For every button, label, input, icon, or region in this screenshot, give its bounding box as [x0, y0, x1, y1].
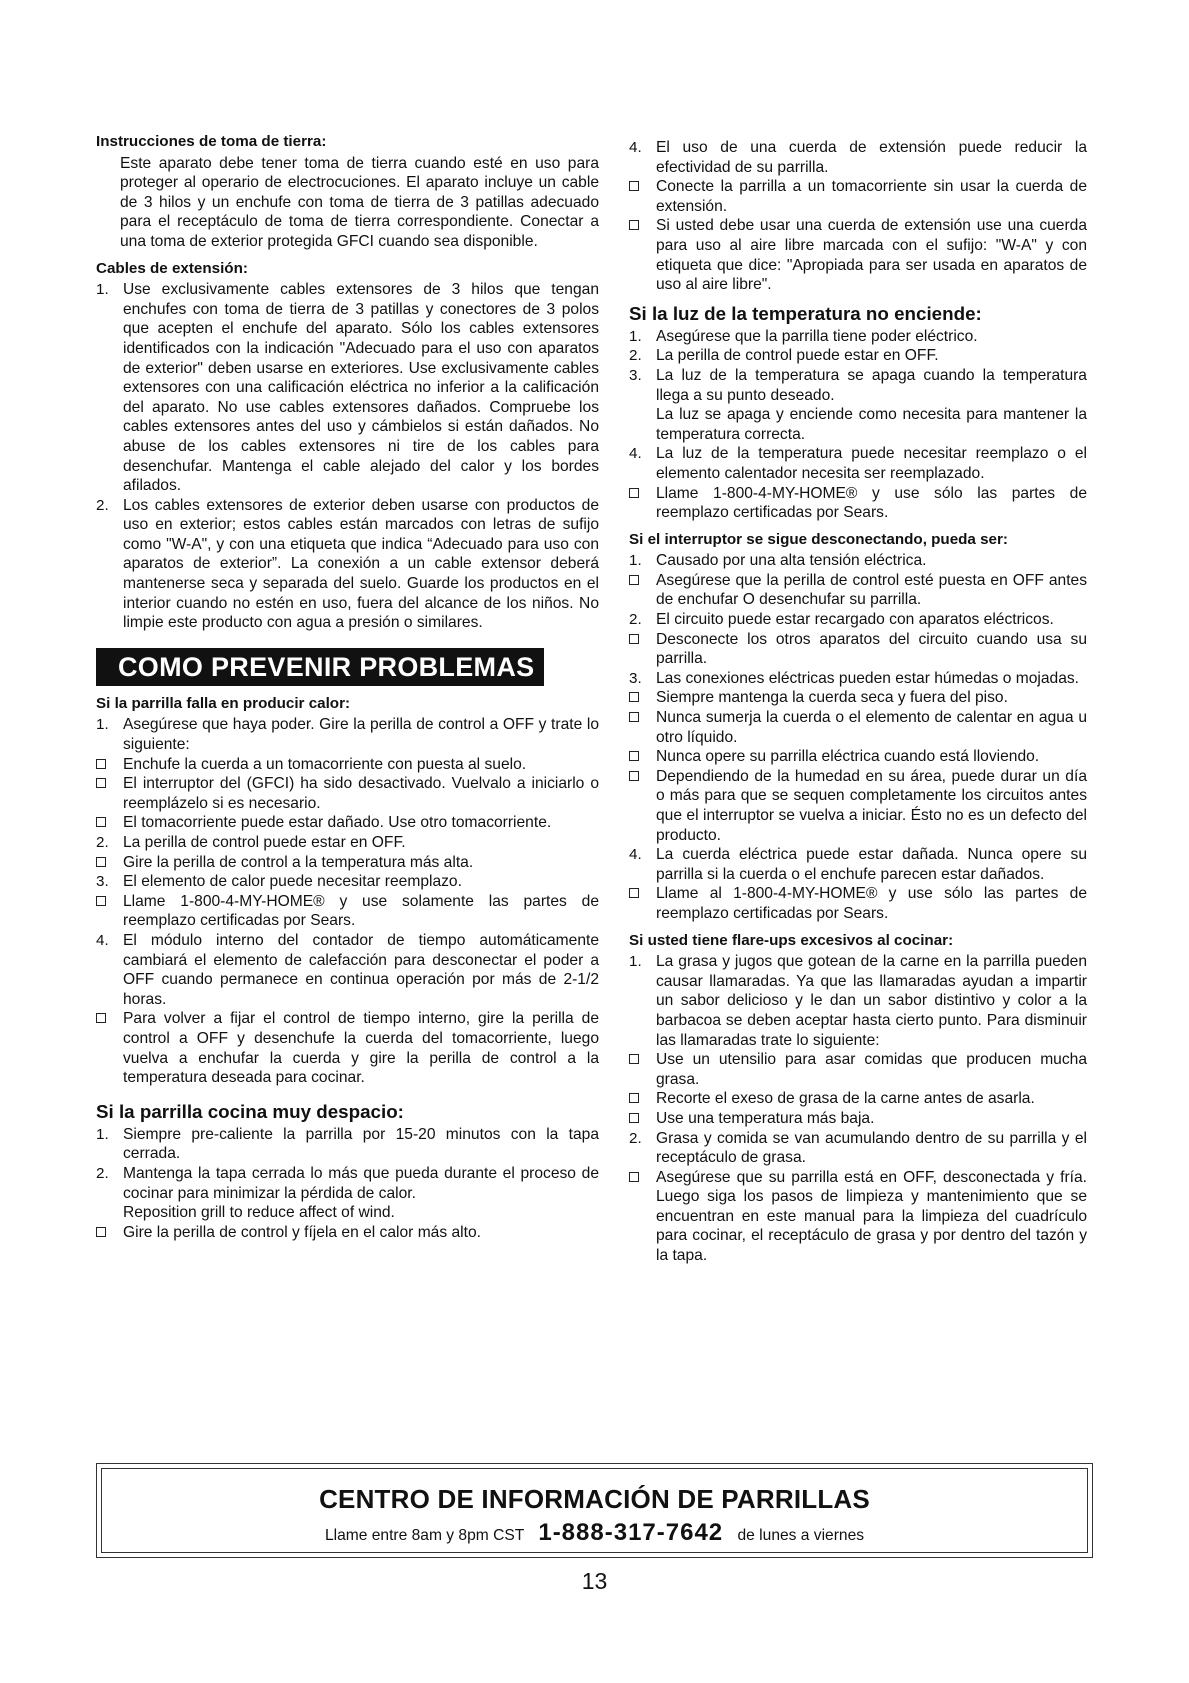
list-item [629, 845, 1087, 884]
no-heat-section [96, 694, 599, 1088]
list-item [629, 630, 1087, 669]
list-item [629, 669, 1087, 689]
list-item [629, 551, 1087, 571]
list-number: 1. [96, 281, 109, 299]
list-number: 3. [96, 873, 109, 891]
list-item [629, 1168, 1087, 1266]
list-number: 3. [629, 366, 642, 384]
list-item-text: Use un utensilio para asar comidas que producen mucha grasa. [656, 1051, 1087, 1088]
list-item [96, 853, 599, 873]
list-item [629, 1089, 1087, 1109]
list-item-text: Gire la perilla de control y fíjela en el calor más alto. [123, 1223, 481, 1241]
list-item [629, 366, 1087, 405]
checkbox-icon [96, 755, 123, 775]
checkbox-square-icon [96, 1013, 106, 1023]
list-item-text: El uso de una cuerda de extensión puede reducir la efectividad de su parrilla. [656, 139, 1087, 176]
list-item [629, 177, 1087, 216]
list-item-text: Si usted debe usar una cuerda de extensión use una cuerda para uso al aire libre marcada con el sufijo: "W-A" y con etiqueta que dice: "Apropiada para ser usada en aparatos de uso al aire libre". [656, 217, 1087, 294]
checkbox-square-icon [629, 1172, 639, 1182]
checkbox-icon [629, 747, 656, 767]
checkbox-square-icon [629, 888, 639, 898]
checkbox-square-icon [96, 896, 106, 906]
list-item [96, 931, 599, 1009]
list-item [96, 1009, 599, 1087]
checkbox-icon [629, 630, 656, 650]
list-item [96, 755, 599, 775]
flareups-list [629, 952, 1087, 1266]
checkbox-square-icon [629, 771, 639, 781]
list-item [96, 774, 599, 813]
list-item-text: Llame 1-800-4-MY-HOME® y use solamente las partes de reemplazo certificadas por Sears. [123, 892, 599, 930]
extension-heading: Cables de extensión: [96, 259, 248, 277]
list-item-text: Llame 1-800-4-MY-HOME® y use sólo las partes de reemplazo certificadas por Sears. [656, 484, 1087, 522]
checkbox-square-icon [629, 575, 639, 585]
list-item [96, 1125, 599, 1164]
list-number: 2. [96, 834, 109, 851]
list-number: 2. [96, 1164, 109, 1182]
checkbox-icon [629, 484, 656, 504]
info-center-title: CENTRO DE INFORMACIÓN DE PARRILLAS [319, 1484, 870, 1514]
list-item-text: Para volver a fijar el control de tiempo interno, gire la perilla de control a OFF y desenchufe la cuerda del tomacorriente, luego vuelva a enchufar la cuerda y gire la perilla de control a la temperatura deseada para cocinar. [123, 1010, 599, 1087]
list-item [629, 688, 1087, 708]
list-item-text: Asegúrese que la perilla de control esté puesta en OFF antes de enchufar O desenchufar su parrilla. [656, 571, 1087, 609]
checkbox-icon [629, 1089, 656, 1109]
list-item-text: La perilla de control puede estar en OFF. [656, 347, 939, 365]
list-item [629, 1050, 1087, 1089]
no-heat-heading: Si la parrilla falla en producir calor: [96, 694, 351, 712]
list-item [629, 610, 1087, 630]
checkbox-icon [96, 892, 123, 912]
list-item-text: Nunca opere su parrilla eléctrica cuando está lloviendo. [656, 748, 1040, 766]
list-item-text: Enchufe la cuerda a un tomacorriente con puesta al suelo. [123, 755, 527, 773]
list-number: 1. [96, 716, 109, 734]
list-number: 4. [629, 445, 642, 463]
list-item [629, 327, 1087, 347]
list-item-text: La luz de la temperatura puede necesitar reemplazo o el elemento calentador necesita ser reemplazado. [656, 445, 1087, 482]
grounding-section [96, 132, 599, 252]
checkbox-icon [629, 216, 656, 236]
list-item [629, 484, 1087, 523]
list-number: 2. [96, 496, 109, 514]
checkbox-icon [629, 884, 656, 904]
list-number: 4. [629, 139, 642, 156]
list-item-text: Recorte el exeso de grasa de la carne antes de asarla. [656, 1090, 1035, 1108]
checkbox-square-icon [96, 1227, 106, 1237]
list-item [629, 138, 1087, 177]
section-banner: COMO PREVENIR PROBLEMAS [96, 648, 544, 686]
list-number: 2. [629, 1129, 642, 1147]
list-item [96, 813, 599, 833]
list-item [629, 346, 1087, 366]
list-item-text: Siempre mantenga la cuerda seca y fuera del piso. [656, 689, 1008, 707]
checkbox-square-icon [629, 1093, 639, 1103]
checkbox-icon [96, 1009, 123, 1029]
list-item-text: El elemento de calor puede necesitar reemplazo. [123, 873, 462, 891]
list-item [96, 872, 599, 892]
list-item [96, 1164, 599, 1203]
list-item-text: Desconecte los otros aparatos del circuito cuando usa su parrilla. [656, 630, 1087, 668]
grounding-heading: Instrucciones de toma de tierra: [96, 133, 327, 150]
checkbox-square-icon [629, 1054, 639, 1064]
list-item-text: Dependiendo de la humedad en su área, puede durar un día o más para que se sequen completamente los circuitos antes que el interruptor se vuelva a iniciar. Ésto no es un defecto del producto. [656, 767, 1087, 844]
checkbox-icon [629, 1050, 656, 1070]
list-item [96, 715, 599, 754]
list-number: 1. [96, 1125, 109, 1143]
list-item-text: El tomacorriente puede estar dañado. Use otro tomacorriente. [123, 814, 552, 832]
list-number: 1. [629, 327, 642, 345]
list-item [629, 571, 1087, 610]
list-item [629, 708, 1087, 747]
list-item-text: Reposition grill to reduce affect of wind. [123, 1204, 395, 1222]
info-center-line [102, 1519, 1087, 1547]
temp-light-heading: Si la luz de la temperatura no enciende: [629, 302, 982, 324]
info-phone-number[interactable]: 1-888-317-7642 [538, 1519, 724, 1546]
list-item [629, 1109, 1087, 1129]
left-column [96, 132, 599, 1249]
checkbox-square-icon [96, 857, 106, 867]
list-item-text: El módulo interno del contador de tiempo automáticamente cambiará el elemento de calefacción para desconectar el poder a OFF cuando permanece en continua operación por más de 2-1/2 horas. [123, 931, 599, 1008]
list-item [629, 216, 1087, 294]
list-item [96, 892, 599, 931]
list-item-text: Asegúrese que la parrilla tiene poder eléctrico. [656, 327, 978, 345]
checkbox-square-icon [629, 220, 639, 230]
list-item [629, 1129, 1087, 1168]
checkbox-square-icon [629, 488, 639, 498]
list-item [629, 767, 1087, 845]
list-number: 4. [96, 931, 109, 949]
list-item-text: Use una temperatura más baja. [656, 1109, 875, 1127]
right-column [629, 138, 1087, 1273]
checkbox-square-icon [629, 712, 639, 722]
checkbox-icon [96, 1223, 123, 1243]
info-center-inner-frame [101, 1468, 1088, 1553]
list-item-text: Asegúrese que haya poder. Gire la perilla de control a OFF y trate lo siguiente: [123, 716, 599, 754]
list-item-text: El interruptor del (GFCI) ha sido desactivado. Vuelvalo a iniciarlo o reemplázelo si es necesario. [123, 775, 599, 812]
page-number: 13 [581, 1568, 608, 1594]
list-number: 2. [629, 611, 642, 629]
list-item [629, 884, 1087, 923]
flareups-section [629, 931, 1087, 1266]
list-item-text: Llame al 1-800-4-MY-HOME® y use sólo las partes de reemplazo certificadas por Sears. [656, 885, 1087, 922]
info-center-box [96, 1463, 1093, 1558]
extension-cord-section [629, 138, 1087, 295]
extension-cord-list [629, 138, 1087, 295]
list-number: 4. [629, 846, 642, 864]
checkbox-icon [96, 853, 123, 873]
list-item-text: La perilla de control puede estar en OFF. [123, 834, 406, 851]
list-item-text: Causado por una alta tensión eléctrica. [656, 552, 927, 570]
list-item-text: Nunca sumerja la cuerda o el elemento de calentar en agua u otro líquido. [656, 709, 1087, 746]
list-item-text: Asegúrese que su parrilla está en OFF, desconectada y fría. Luego siga los pasos de limpieza y mantenimiento que se encuentran en este manual para la limpieza del cuadrículo para cocinar, el receptáculo de grasa y por dentro del tazón y la tapa. [656, 1168, 1087, 1265]
extension-section [96, 259, 599, 633]
list-item-text: La luz se apaga y enciende como necesita para mantener la temperatura correcta. [656, 406, 1087, 443]
checkbox-square-icon [96, 759, 106, 769]
list-number: 3. [629, 669, 642, 687]
slow-cook-list [96, 1125, 599, 1243]
list-item-text: Use exclusivamente cables extensores de 3 hilos que tengan enchufes con toma de tierra de 3 patillas y conectores de 3 polos que acepten el enchufe del aparato. Sólo los cables extensores identificados con la indicación "Adecuado para el uso con aparatos de exterior" deben usarse en exteriores. Use exclusivamente cables extensores con una calificación eléctrica no inferior a la calificación del aparato. No use cables extensores dañados. Compruebe los cables extensores antes del uso y cámbielos si están dañados. No abuse de los cables extensores ni tire de los cables para desenchufar. Mantenga el cable alejado del calor y los bordes afilados. [123, 281, 599, 495]
list-item-text: Siempre pre-caliente la parrilla por 15-20 minutos con la tapa cerrada. [123, 1125, 599, 1163]
call-hours-text: Llame entre 8am y 8pm CST [324, 1527, 524, 1544]
list-item-text: Mantenga la tapa cerrada lo más que pueda durante el proceso de cocinar para minimizar la pérdida de calor. [123, 1164, 599, 1202]
list-item-text: Las conexiones eléctricas pueden estar húmedas o mojadas. [656, 669, 1080, 687]
breaker-list [629, 551, 1087, 923]
list-number: 1. [629, 953, 642, 971]
list-item [96, 496, 599, 633]
checkbox-icon [629, 708, 656, 728]
list-item [96, 280, 599, 496]
checkbox-icon [629, 571, 656, 591]
breaker-heading: Si el interruptor se sigue desconectando, pueda ser: [629, 530, 1008, 548]
list-item [629, 747, 1087, 767]
no-heat-list [96, 715, 599, 1087]
list-item-text: La grasa y jugos que gotean de la carne en la parrilla pueden causar llamaradas. Ya que las llamaradas ayudan a impartir un sabor delicioso y le dan un sabor distintivo y color a la barbacoa se deben aceptar hasta cierto punto. Para disminuir las llamaradas trate lo siguiente: [656, 953, 1087, 1049]
list-number: 2. [629, 347, 642, 365]
checkbox-square-icon [96, 817, 106, 827]
checkbox-square-icon [629, 751, 639, 761]
call-days-text: de lunes a viernes [737, 1527, 865, 1544]
checkbox-icon [629, 767, 656, 787]
checkbox-square-icon [96, 778, 106, 788]
list-item-text: Los cables extensores de exterior deben usarse con productos de uso en exterior; estos cables están marcados con letras de sufijo como "W-A", y con una etiqueta que indica “Adecuado para uso con aparatos de exterior”. La conexión a un cable extensor deberá mantenerse seca y separada del suelo. Guarde los productos en el interior cuando no estén en uso, fuera del alcance de los niños. No limpie este producto con agua a presión o similares. [123, 496, 599, 632]
checkbox-square-icon [629, 634, 639, 644]
checkbox-icon [629, 688, 656, 708]
list-item [629, 405, 1087, 444]
checkbox-icon [629, 177, 656, 197]
temp-light-section [629, 302, 1087, 523]
list-item [96, 833, 599, 853]
checkbox-icon [96, 813, 123, 833]
checkbox-square-icon [629, 692, 639, 702]
temp-light-list [629, 327, 1087, 523]
checkbox-square-icon [629, 181, 639, 191]
list-item-text: Grasa y comida se van acumulando dentro de su parrilla y el receptáculo de grasa. [656, 1129, 1087, 1167]
list-item [96, 1203, 599, 1223]
extension-list [96, 280, 599, 633]
checkbox-icon [629, 1109, 656, 1129]
list-item-text: El circuito puede estar recargado con aparatos eléctricos. [656, 611, 1054, 629]
flareups-heading: Si usted tiene flare-ups excesivos al cocinar: [629, 931, 954, 949]
breaker-section [629, 530, 1087, 924]
list-item-text: La luz de la temperatura se apaga cuando la temperatura llega a su punto deseado. [656, 366, 1087, 404]
list-item-text: Conecte la parrilla a un tomacorriente sin usar la cuerda de extensión. [656, 178, 1087, 215]
grounding-text: Este aparato debe tener toma de tierra cuando esté en uso para proteger al operario de electrocuciones. El aparato incluye un cable de 3 hilos y un enchufe con toma de tierra de 3 patillas adecuado para el receptáculo de toma de tierra correspondiente. Conectar a una toma de exterior protegida GFCI cuando sea disponible. [120, 154, 599, 250]
slow-cook-heading: Si la parrilla cocina muy despacio: [96, 1100, 404, 1122]
list-item [629, 952, 1087, 1050]
list-item-text: Gire la perilla de control a la temperatura más alta. [123, 853, 474, 871]
list-item [96, 1223, 599, 1243]
checkbox-square-icon [629, 1113, 639, 1123]
list-number: 1. [629, 552, 642, 570]
checkbox-icon [629, 1168, 656, 1188]
list-item [629, 444, 1087, 483]
slow-cook-section [96, 1100, 599, 1243]
checkbox-icon [96, 774, 123, 794]
list-item-text: La cuerda eléctrica puede estar dañada. Nunca opere su parrilla si la cuerda o el enchufe parecen estar dañados. [656, 846, 1087, 883]
